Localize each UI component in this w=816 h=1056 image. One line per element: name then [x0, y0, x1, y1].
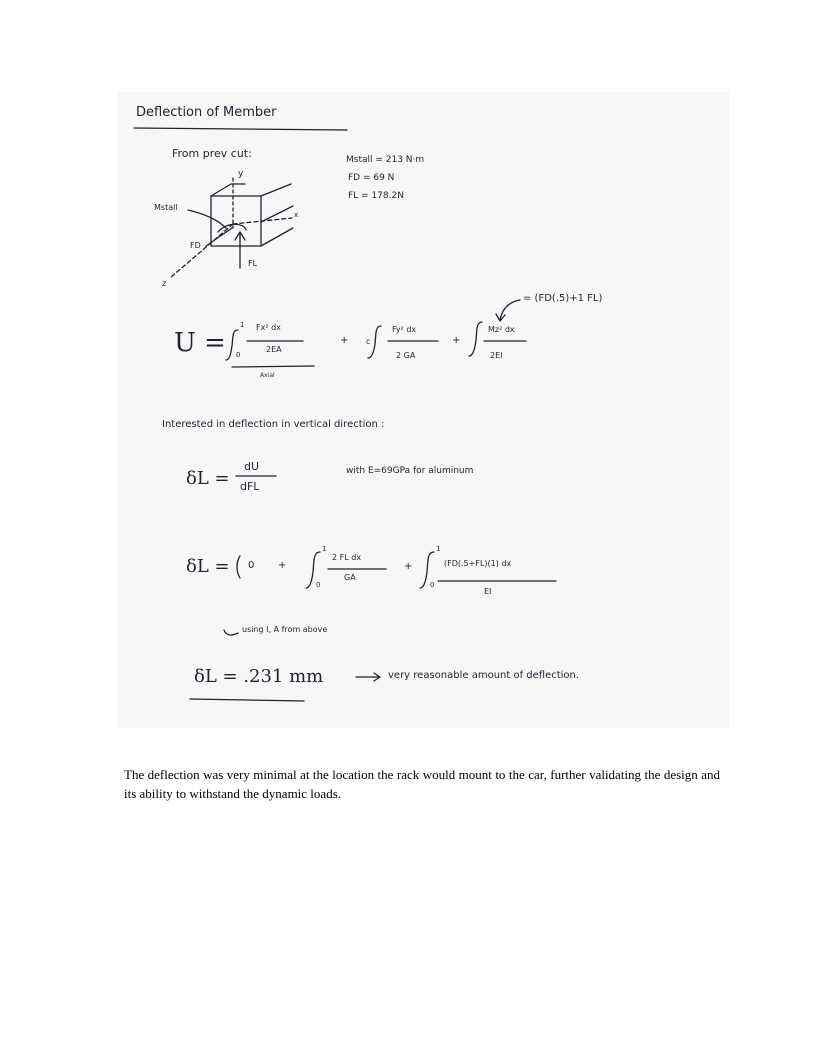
shear-result-numerator: 2 FL dx	[332, 553, 362, 562]
deflection-remark: very reasonable amount of deflection.	[388, 670, 580, 681]
integral-1-lower: 0	[236, 351, 241, 359]
shear-result-denominator: GA	[344, 573, 356, 582]
title-underline	[134, 128, 347, 130]
using-note: using I, A from above	[242, 625, 328, 634]
derivative-denominator: dFL	[240, 480, 260, 493]
result-arrow	[356, 673, 380, 681]
result-underline	[190, 699, 304, 701]
axis-x-label: x	[294, 211, 299, 219]
x-axis-dashed	[233, 218, 292, 224]
moment-arrow	[188, 210, 226, 228]
integral-4-upper: 1	[322, 545, 327, 553]
interested-statement: Interested in deflection in vertical direction :	[162, 419, 385, 430]
axis-y-label: y	[238, 169, 244, 179]
integral-3	[469, 322, 482, 356]
plus-sign-2: +	[452, 335, 461, 346]
integral-5-lower: 0	[430, 581, 435, 589]
derivative-numerator: dU	[244, 460, 260, 473]
term-shear-denominator: 2 GA	[396, 351, 416, 360]
bending-result-denominator: EI	[484, 587, 492, 596]
plus-sign-1: +	[340, 335, 349, 346]
member-top-edges	[211, 184, 291, 196]
modulus-note: with E=69GPa for aluminum	[346, 466, 474, 476]
moment-expression: = (FD(.5)+1 FL)	[523, 293, 603, 304]
axial-underline	[232, 366, 314, 367]
term-axial-numerator: Fx² dx	[256, 323, 281, 332]
delta-derivative-lhs: δL =	[186, 468, 230, 489]
given-fd: FD = 69 N	[348, 173, 395, 183]
axial-term-zero: 0	[248, 560, 255, 571]
using-arrow	[224, 630, 238, 635]
term-axial-denominator: 2EA	[266, 345, 282, 354]
plus-sign-3: +	[278, 560, 287, 571]
open-paren	[237, 556, 240, 578]
fl-diagram-label: FL	[248, 259, 258, 268]
z-axis-dashed	[170, 224, 233, 278]
bending-result-numerator: (FD(.5+FL)(1) dx	[444, 559, 512, 568]
fl-arrow	[235, 232, 245, 268]
integral-4-lower: 0	[316, 581, 321, 589]
integral-1-upper: 1	[240, 321, 245, 329]
fd-diagram-label: FD	[190, 241, 201, 250]
integral-5-upper: 1	[436, 545, 441, 553]
from-prev-cut: From prev cut:	[172, 147, 252, 160]
given-fl: FL = 178.2N	[348, 191, 404, 201]
mstall-diagram-label: Mstall	[154, 203, 178, 212]
notes-title: Deflection of Member	[136, 105, 277, 120]
caption-paragraph: The deflection was very minimal at the location the rack would mount to the car, further validating the design and its ability to withstand the dynamic loads.	[124, 767, 720, 801]
given-mstall: Mstall = 213 N·m	[346, 155, 425, 165]
strain-energy-symbol: U =	[174, 328, 226, 358]
shear-coefficient: c	[366, 337, 371, 346]
term-bending-denominator: 2EI	[490, 351, 503, 360]
moment-note-arrow	[496, 300, 520, 321]
plus-sign-4: +	[404, 561, 413, 572]
term-shear-numerator: Fy² dx	[392, 325, 417, 334]
delta-expression-lhs: δL =	[186, 556, 230, 577]
axis-z-label: z	[162, 279, 167, 288]
axial-label: Axial	[260, 372, 275, 379]
deflection-result: δL = .231 mm	[194, 666, 324, 687]
member-bottom-edges	[261, 206, 293, 246]
term-bending-numerator: Mz² dx	[488, 325, 515, 334]
